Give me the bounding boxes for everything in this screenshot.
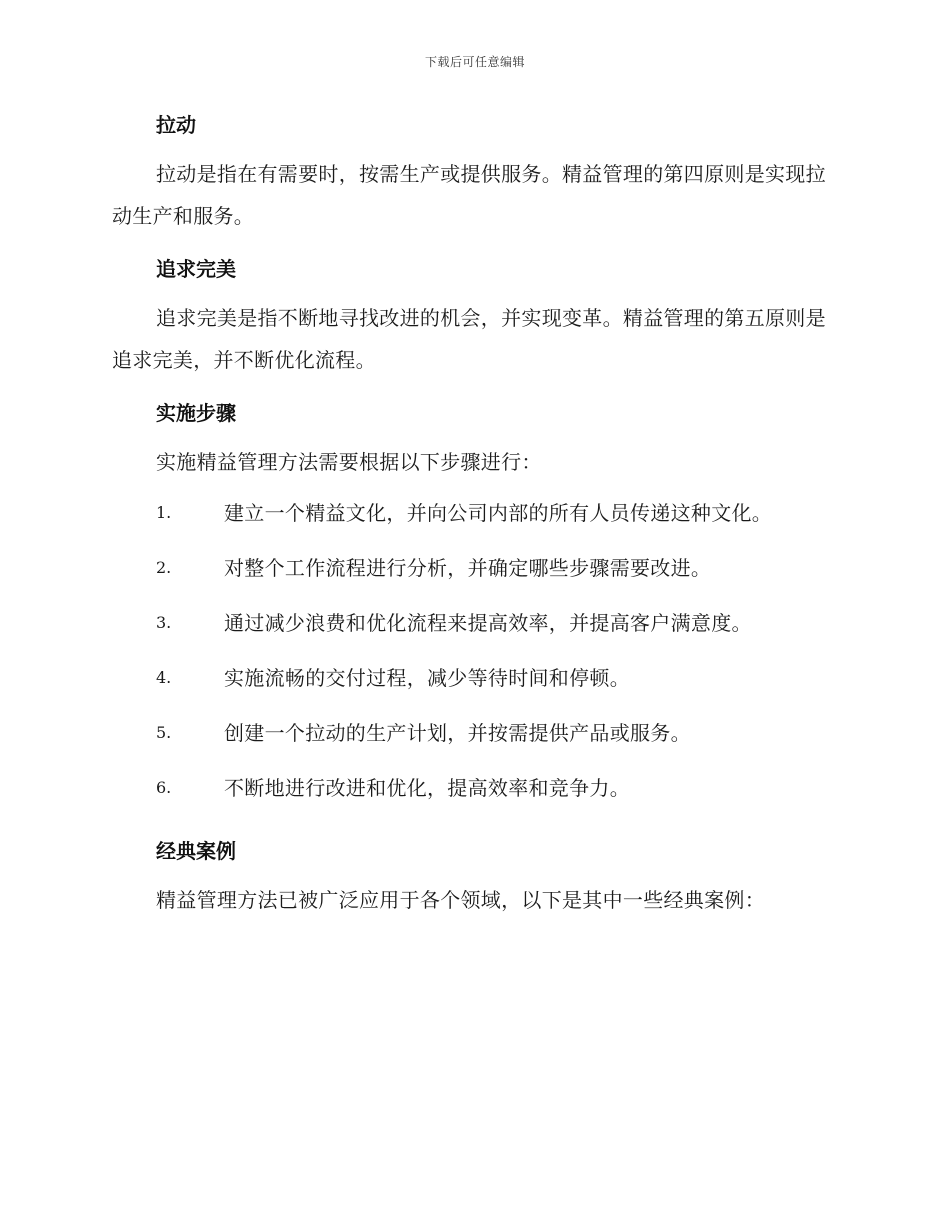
- section-heading-cases: 经典案例: [156, 839, 236, 863]
- step-text: 对整个工作流程进行分析，并确定哪些步骤需要改进。: [224, 556, 712, 580]
- step-text: 建立一个精益文化，并向公司内部的所有人员传递这种文化。: [224, 501, 773, 525]
- steps-list: [112, 495, 832, 825]
- section-heading-steps: 实施步骤: [156, 401, 236, 425]
- step-item-3: [112, 605, 832, 660]
- step-number: 4.: [156, 668, 172, 687]
- cases-intro: 精益管理方法已被广泛应用于各个领域，以下是其中一些经典案例：: [156, 888, 765, 912]
- section-body-perfection: 追求完美是指不断地寻找改进的机会，并实现变革。精益管理的第五原则是追求完美，并不断优化流程。: [112, 306, 826, 372]
- step-number: 1.: [156, 503, 172, 522]
- step-number: 2.: [156, 558, 172, 577]
- step-item-4: [112, 660, 832, 715]
- step-text: 创建一个拉动的生产计划，并按需提供产品或服务。: [224, 721, 691, 745]
- page-header: 下载后可任意编辑: [424, 55, 525, 69]
- step-text: 不断地进行改进和优化，提高效率和竞争力。: [224, 776, 630, 800]
- step-item-6: [112, 770, 832, 825]
- step-item-1: [112, 495, 832, 550]
- section-heading-perfection: 追求完美: [156, 257, 236, 281]
- section-heading-pull: 拉动: [156, 113, 196, 137]
- document-body: [112, 107, 832, 933]
- section-body-pull: 拉动是指在有需要时，按需生产或提供服务。精益管理的第四原则是实现拉动生产和服务。: [112, 162, 826, 228]
- step-text: 通过减少浪费和优化流程来提高效率，并提高客户满意度。: [224, 611, 752, 635]
- step-number: 6.: [156, 778, 172, 797]
- step-number: 5.: [156, 723, 172, 742]
- step-number: 3.: [156, 613, 172, 632]
- step-item-5: [112, 715, 832, 770]
- steps-intro: 实施精益管理方法需要根据以下步骤进行：: [156, 450, 542, 474]
- step-text: 实施流畅的交付过程，减少等待时间和停顿。: [224, 666, 630, 690]
- step-item-2: [112, 550, 832, 605]
